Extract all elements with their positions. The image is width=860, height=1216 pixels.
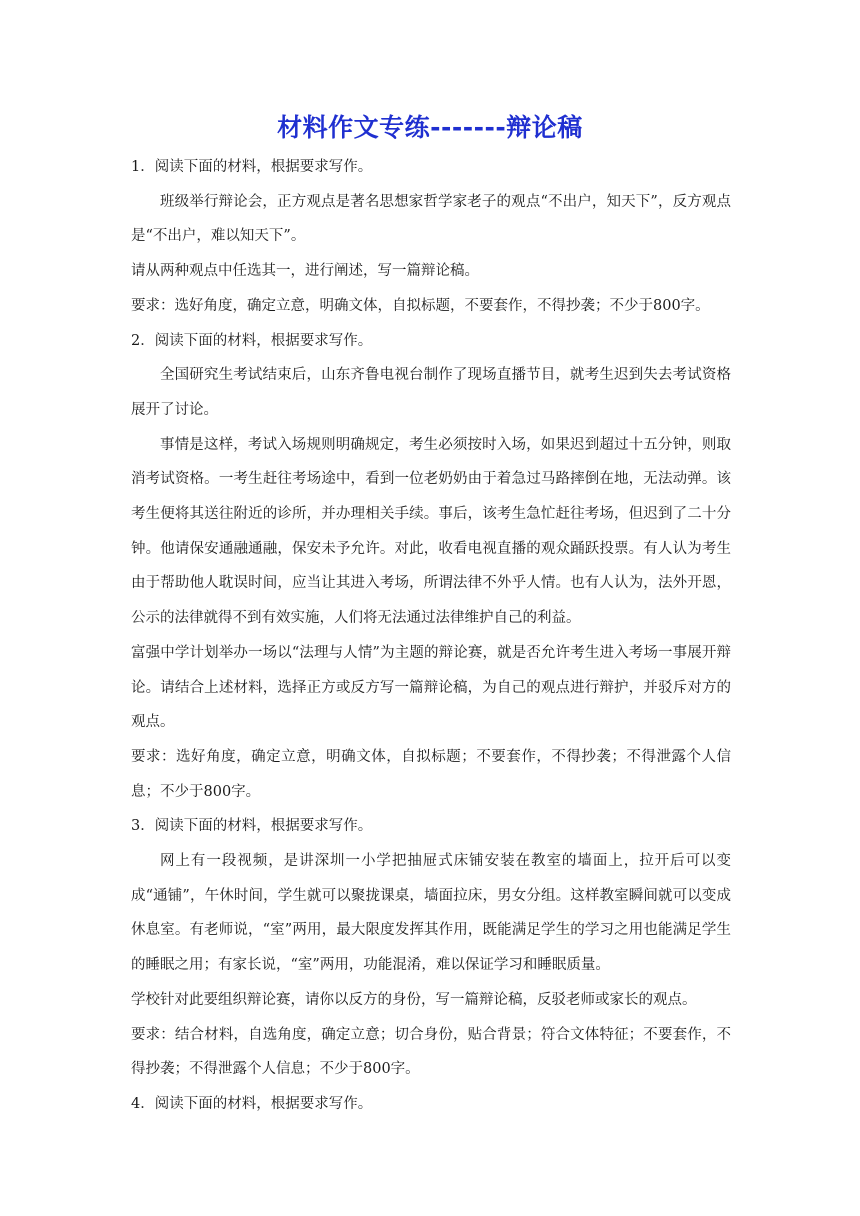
question-2-heading: 2．阅读下面的材料，根据要求写作。 xyxy=(131,332,373,349)
document-body xyxy=(131,150,731,1122)
question-2-material-intro: 全国研究生考试结束后，山东齐鲁电视台制作了现场直播节目，就考生迟到失去考试资格展开了讨论。 xyxy=(131,367,731,418)
question-3-requirements: 要求：结合材料，自选角度，确定立意；切合身份，贴合背景；符合文体特征；不要套作，不得抄袭；不得泄露个人信息；不少于800字。 xyxy=(131,1026,731,1078)
document-title: 材料作文专练-------辩论稿 xyxy=(277,113,583,142)
question-2-instruction: 富强中学计划举办一场以“法理与人情”为主题的辩论赛，就是否允许考生进入考场一事展开辩论。请结合上述材料，选择正方或反方写一篇辩论稿，为自己的观点进行辩护，并驳斥对方的观点。 xyxy=(131,644,731,731)
question-1-requirements: 要求：选好角度，确定立意，明确文体，自拟标题，不要套作，不得抄袭；不少于800字。 xyxy=(131,297,710,314)
question-2-material-story: 事情是这样，考试入场规则明确规定，考生必须按时入场，如果迟到超过十五分钟，则取消考试资格。一考生赶往考场途中，看到一位老奶奶由于着急过马路摔倒在地，无法动弹。该考生便将其送往附近的诊所，并办理相关手续。事后，该考生急忙赶往考场，但迟到了二十分钟。他请保安通融通融，保安未予允许。对此，收看电视直播的观众踊跃投票。有人认为考生由于帮助他人耽误时间，应当让其进入考场，所谓法律不外乎人情。也有人认为，法外开恩，公示的法律就得不到有效实施，人们将无法通过法律维护自己的利益。 xyxy=(131,436,731,627)
question-3-material: 网上有一段视频，是讲深圳一小学把抽屉式床铺安装在教室的墙面上，拉开后可以变成“通铺”，午休时间，学生就可以聚拢课桌，墙面拉床，男女分组。这样教室瞬间就可以变成休息室。有老师说，“室”两用，最大限度发挥其作用，既能满足学生的学习之用也能满足学生的睡眠之用；有家长说，“室”两用，功能混淆，难以保证学习和睡眠质量。 xyxy=(131,853,731,974)
question-3-instruction: 学校针对此要组织辩论赛，请你以反方的身份，写一篇辩论稿，反驳老师或家长的观点。 xyxy=(131,991,697,1008)
question-4-heading: 4．阅读下面的材料，根据要求写作。 xyxy=(131,1095,373,1112)
question-3-heading: 3．阅读下面的材料，根据要求写作。 xyxy=(131,818,373,835)
question-1-material: 班级举行辩论会，正方观点是著名思想家哲学家老子的观点“不出户，知天下”，反方观点是“不出户，难以知天下”。 xyxy=(131,193,731,245)
question-2-requirements: 要求：选好角度，确定立意，明确文体，自拟标题；不要套作，不得抄袭；不得泄露个人信息；不少于800字。 xyxy=(131,748,731,800)
question-1-heading: 1．阅读下面的材料，根据要求写作。 xyxy=(131,159,373,175)
question-1-instruction: 请从两种观点中任选其一，进行阐述，写一篇辩论稿。 xyxy=(131,263,479,280)
